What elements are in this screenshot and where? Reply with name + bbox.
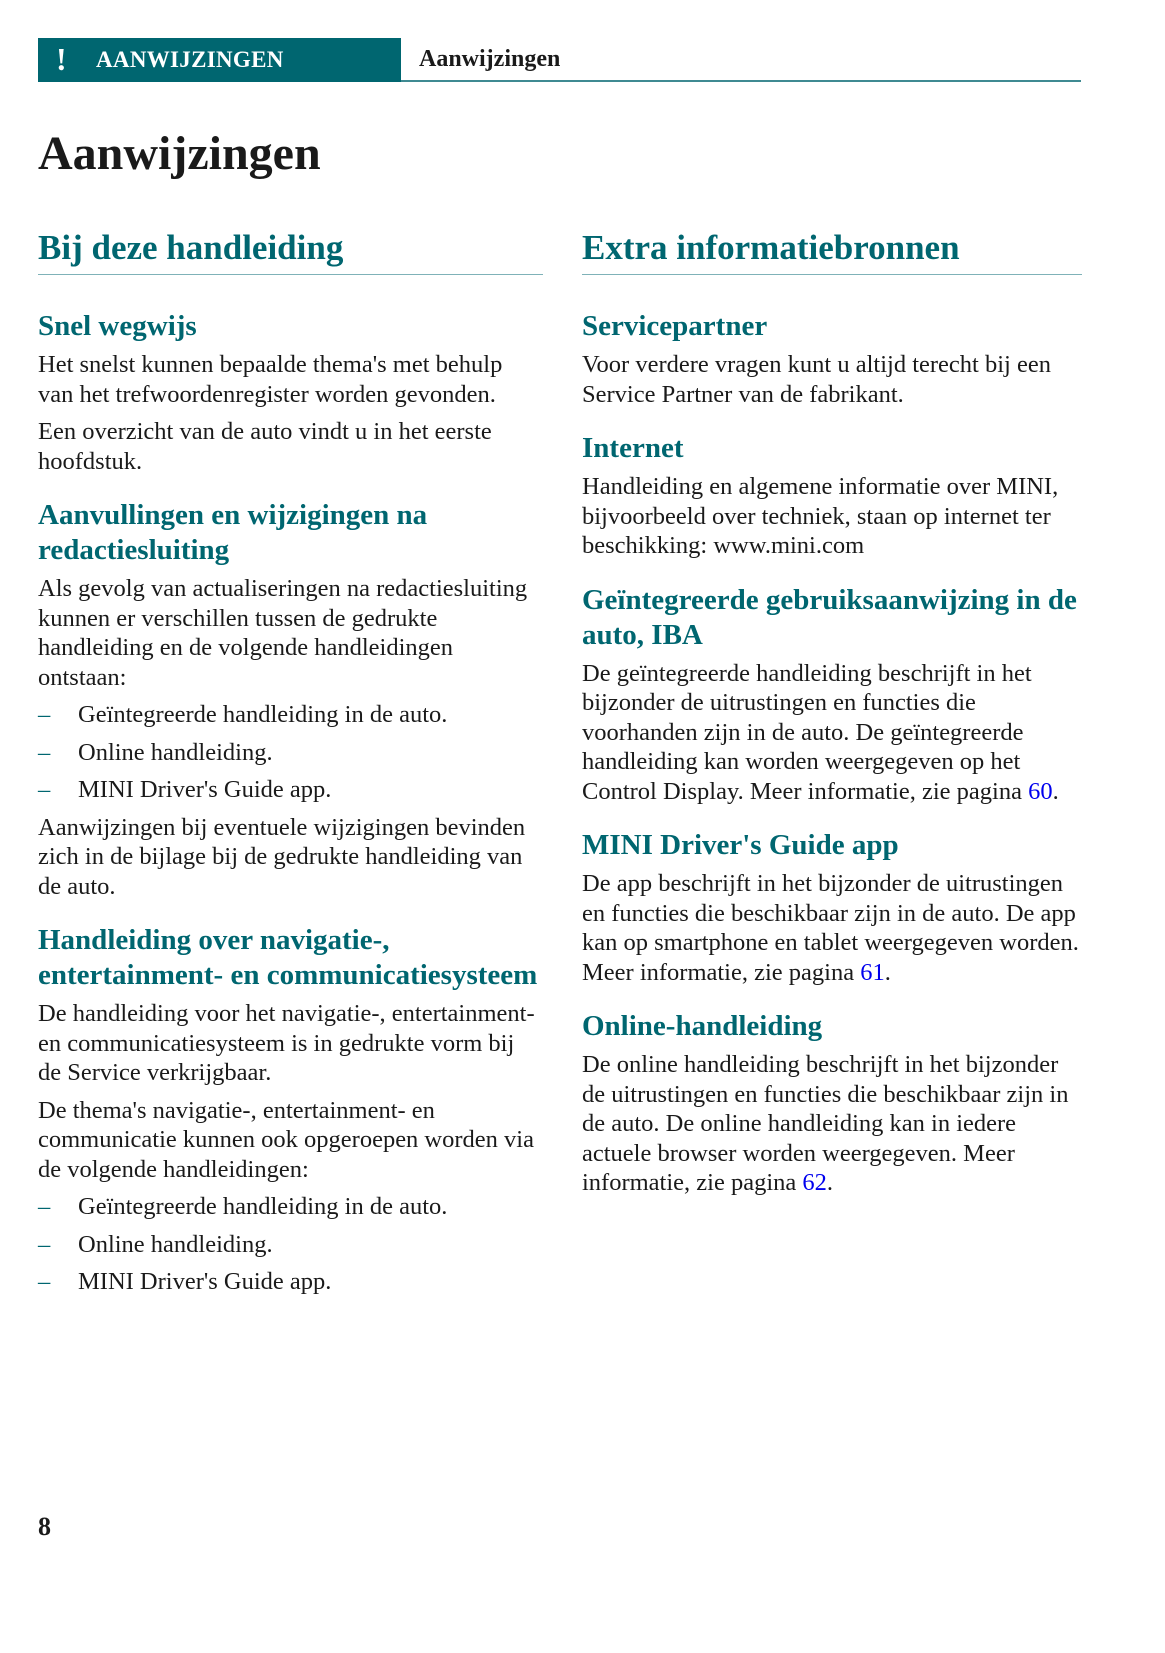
- section-drivers-guide-app: [582, 828, 1082, 987]
- paragraph: [582, 869, 1082, 987]
- list-item-text: MINI Driver's Guide app.: [78, 1268, 332, 1295]
- section-internet: [582, 431, 1082, 561]
- page-link-60[interactable]: 60: [1028, 777, 1053, 805]
- chapter-tab: [38, 38, 401, 82]
- chapter-label: AANWIJZINGEN: [96, 47, 284, 72]
- list-item: [38, 1267, 543, 1297]
- list-item: [38, 1230, 543, 1260]
- subheading: Internet: [582, 432, 684, 464]
- subheading: MINI Driver's Guide app: [582, 829, 899, 861]
- period: .: [1052, 777, 1059, 805]
- paragraph: Een overzicht van de auto vindt u in het eerste hoofdstuk.: [38, 418, 492, 475]
- section-servicepartner: [582, 309, 1082, 409]
- subheading: Online-handleiding: [582, 1010, 823, 1042]
- bullet-list: [38, 1192, 543, 1297]
- list-item-text: Geïntegreerde handleiding in de auto.: [78, 1193, 448, 1220]
- period: .: [884, 958, 891, 986]
- paragraph: [582, 659, 1082, 807]
- subheading: Snel wegwijs: [38, 310, 197, 342]
- paragraph: Handleiding en algemene informatie over MINI, bijvoorbeeld over techniek, staan op internet ter beschikking: www.mini.com: [582, 473, 1059, 559]
- list-item: [38, 1192, 543, 1222]
- dash-bullet-icon: –: [38, 776, 51, 803]
- paragraph: Als gevolg van actualiseringen na redactiesluiting kunnen er verschillen tussen de gedrukte handleiding en de volgende handleidingen ontstaan:: [38, 575, 528, 691]
- paragraph: Voor verdere vragen kunt u altijd terecht bij een Service Partner van de fabrikant.: [582, 351, 1051, 408]
- list-item: [38, 775, 543, 805]
- dash-bullet-icon: –: [38, 1230, 51, 1258]
- dash-bullet-icon: –: [38, 701, 51, 728]
- paragraph: De thema's navigatie-, entertainment- en communicatie kunnen ook opgeroepen worden via de volgende handleidingen:: [38, 1096, 534, 1183]
- paragraph: [582, 1050, 1082, 1198]
- paragraph: Het snelst kunnen bepaalde thema's met behulp van het trefwoordenregister worden gevonden.: [38, 351, 503, 408]
- section-heading: Bij deze handleiding: [38, 228, 543, 275]
- paragraph-text: De online handleiding beschrijft in het bijzonder de uitrustingen en functies die beschikbaar zijn in de auto. De online handleiding kan in iedere actuele browser worden weergegeven. Meer informatie, zie pagina: [582, 1051, 1069, 1196]
- bullet-list: [38, 700, 543, 805]
- subheading: Handleiding over navigatie-, entertainment- en communicatiesysteem: [38, 924, 538, 991]
- list-item-text: Geïntegreerde handleiding in de auto.: [78, 701, 448, 728]
- section-heading: Extra informatiebronnen: [582, 228, 1082, 275]
- exclamation-icon: !: [56, 41, 67, 77]
- dash-bullet-icon: –: [38, 738, 51, 766]
- list-item-text: Online handleiding.: [78, 738, 273, 766]
- list-item: [38, 700, 543, 730]
- section-snel-wegwijs: [38, 309, 543, 476]
- page-title: Aanwijzingen: [38, 127, 321, 180]
- period: .: [826, 1169, 834, 1196]
- paragraph: De handleiding voor het navigatie-, entertainment- en communicatiesysteem is in gedrukte vorm bij de Service verkrijgbaar.: [38, 1000, 535, 1086]
- paragraph-text: De geïntegreerde handleiding beschrijft in het bijzonder de uitrustingen en functies die voorhanden zijn in de auto. De geïntegreerde handleiding kan worden weergegeven op het Control Display. Meer informatie, zie pagina: [582, 659, 1032, 805]
- section-label: Aanwijzingen: [419, 46, 561, 72]
- page-number: 8: [38, 1512, 51, 1541]
- dash-bullet-icon: –: [38, 1268, 51, 1295]
- list-item: [38, 738, 543, 768]
- page-link-62[interactable]: 62: [802, 1169, 827, 1196]
- section-online-handleiding: [582, 1009, 1082, 1198]
- subheading: Servicepartner: [582, 310, 768, 342]
- paragraph-text: De app beschrijft in het bijzonder de uitrustingen en functies die beschikbaar zijn in de auto. De app kan op smartphone en tablet weergegeven worden. Meer informatie, zie pagina: [582, 870, 1079, 986]
- section-iba: [582, 583, 1082, 807]
- section-aanvullingen: [38, 498, 543, 901]
- subheading: Geïntegreerde gebruiksaanwijzing in de auto, IBA: [582, 583, 1077, 651]
- dash-bullet-icon: –: [38, 1193, 51, 1220]
- subheading: Aanvullingen en wijzigingen na redactiesluiting: [38, 499, 428, 566]
- list-item-text: MINI Driver's Guide app.: [78, 776, 332, 803]
- paragraph: Aanwijzingen bij eventuele wijzigingen bevinden zich in de bijlage bij de gedrukte handleiding van de auto.: [38, 813, 526, 900]
- section-navigatie: [38, 923, 543, 1297]
- right-column: [582, 228, 1082, 1220]
- running-header: [38, 38, 1081, 82]
- left-column: [38, 228, 543, 1319]
- list-item-text: Online handleiding.: [78, 1230, 273, 1258]
- page-link-61[interactable]: 61: [860, 958, 885, 986]
